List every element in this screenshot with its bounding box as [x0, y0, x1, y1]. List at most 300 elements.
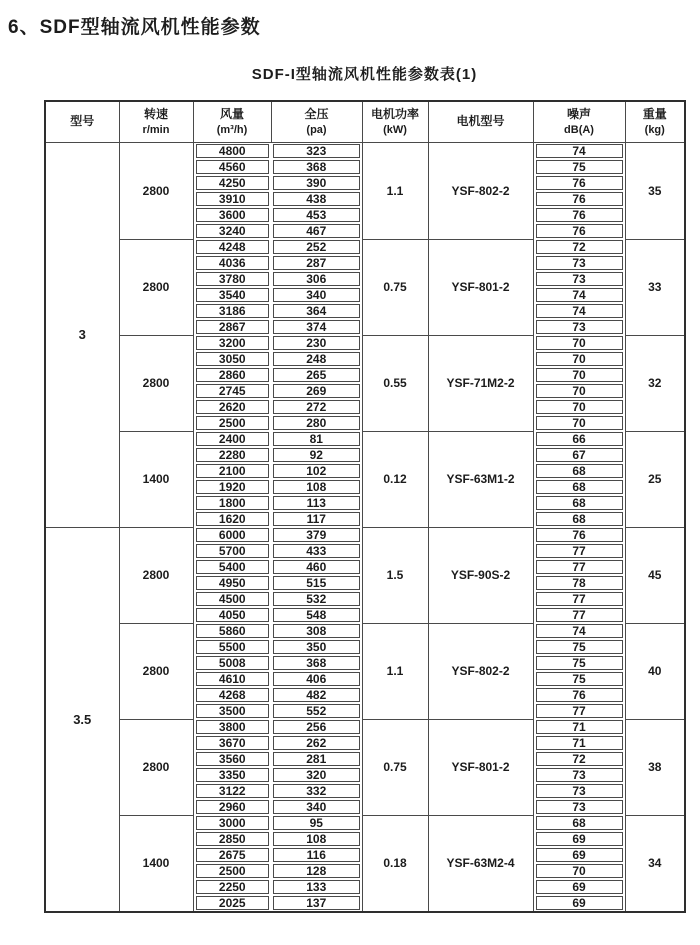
pressure-cell	[271, 815, 362, 831]
noise-cell	[533, 399, 625, 415]
pressure-cell	[271, 639, 362, 655]
noise-cell	[533, 847, 625, 863]
noise-cell-box: 70	[536, 368, 623, 382]
pressure-cell	[271, 719, 362, 735]
flow-cell	[193, 591, 271, 607]
column-header-7: 重量 (kg)	[625, 101, 685, 143]
flow-cell-box: 2867	[196, 320, 270, 334]
flow-cell-box: 2100	[196, 464, 270, 478]
pressure-cell	[271, 543, 362, 559]
noise-cell-box: 76	[536, 176, 623, 190]
speed-cell: 2800	[119, 239, 193, 335]
pressure-cell	[271, 687, 362, 703]
flow-cell	[193, 463, 271, 479]
noise-cell-box: 75	[536, 160, 623, 174]
pressure-cell	[271, 383, 362, 399]
noise-cell-box: 70	[536, 352, 623, 366]
noise-cell	[533, 879, 625, 895]
noise-cell	[533, 895, 625, 912]
pressure-cell	[271, 239, 362, 255]
pressure-cell-box: 453	[273, 208, 360, 222]
flow-cell	[193, 639, 271, 655]
noise-cell	[533, 175, 625, 191]
column-header-2: 风量 (m³/h)	[193, 101, 271, 143]
noise-cell	[533, 239, 625, 255]
noise-cell-box: 75	[536, 640, 623, 654]
flow-cell	[193, 879, 271, 895]
pressure-cell	[271, 655, 362, 671]
noise-cell-box: 69	[536, 832, 623, 846]
flow-cell-box: 3780	[196, 272, 270, 286]
pressure-cell-box: 248	[273, 352, 360, 366]
flow-cell-box: 3670	[196, 736, 270, 750]
pressure-cell-box: 262	[273, 736, 360, 750]
motor-cell: YSF-801-2	[428, 719, 533, 815]
pressure-cell-box: 515	[273, 576, 360, 590]
pressure-cell-box: 230	[273, 336, 360, 350]
flow-cell-box: 5400	[196, 560, 270, 574]
noise-cell	[533, 367, 625, 383]
pressure-cell	[271, 159, 362, 175]
noise-cell	[533, 271, 625, 287]
flow-cell-box: 3910	[196, 192, 270, 206]
noise-cell	[533, 431, 625, 447]
flow-cell-box: 2025	[196, 896, 270, 910]
flow-cell	[193, 143, 271, 160]
noise-cell	[533, 623, 625, 639]
noise-cell-box: 77	[536, 592, 623, 606]
flow-cell-box: 4500	[196, 592, 270, 606]
noise-cell	[533, 287, 625, 303]
noise-cell-box: 77	[536, 544, 623, 558]
pressure-cell	[271, 431, 362, 447]
weight-cell: 34	[625, 815, 685, 912]
flow-cell-box: 1800	[196, 496, 270, 510]
noise-cell-box: 74	[536, 288, 623, 302]
flow-cell	[193, 623, 271, 639]
speed-cell: 1400	[119, 431, 193, 527]
noise-cell-box: 69	[536, 880, 623, 894]
motor-cell: YSF-63M1-2	[428, 431, 533, 527]
pressure-cell-box: 308	[273, 624, 360, 638]
pressure-cell-box: 438	[273, 192, 360, 206]
pressure-cell-box: 133	[273, 880, 360, 894]
flow-cell-box: 4036	[196, 256, 270, 270]
noise-cell	[533, 223, 625, 239]
flow-cell-box: 3540	[196, 288, 270, 302]
noise-cell	[533, 799, 625, 815]
flow-cell	[193, 847, 271, 863]
flow-cell	[193, 543, 271, 559]
pressure-cell-box: 374	[273, 320, 360, 334]
column-header-5: 电机型号	[428, 101, 533, 143]
pressure-cell-box: 256	[273, 720, 360, 734]
power-cell: 0.75	[362, 239, 428, 335]
pressure-cell-box: 137	[273, 896, 360, 910]
flow-cell	[193, 175, 271, 191]
noise-cell-box: 68	[536, 816, 623, 830]
flow-cell-box: 2500	[196, 864, 270, 878]
pressure-cell-box: 340	[273, 800, 360, 814]
noise-cell-box: 70	[536, 336, 623, 350]
weight-cell: 40	[625, 623, 685, 719]
pressure-cell	[271, 527, 362, 543]
noise-cell	[533, 447, 625, 463]
flow-cell	[193, 303, 271, 319]
pressure-cell	[271, 559, 362, 575]
flow-cell-box: 2860	[196, 368, 270, 382]
flow-cell	[193, 191, 271, 207]
pressure-cell-box: 81	[273, 432, 360, 446]
pressure-cell-box: 108	[273, 832, 360, 846]
noise-cell	[533, 415, 625, 431]
flow-cell-box: 3560	[196, 752, 270, 766]
noise-cell	[533, 783, 625, 799]
fan-performance-table	[44, 100, 686, 913]
flow-cell	[193, 447, 271, 463]
noise-cell	[533, 863, 625, 879]
noise-cell	[533, 543, 625, 559]
power-cell: 1.1	[362, 623, 428, 719]
power-cell: 1.1	[362, 143, 428, 240]
noise-cell	[533, 719, 625, 735]
flow-cell-box: 4248	[196, 240, 270, 254]
noise-cell	[533, 671, 625, 687]
flow-cell-box: 3800	[196, 720, 270, 734]
flow-cell-box: 2675	[196, 848, 270, 862]
pressure-cell-box: 102	[273, 464, 360, 478]
motor-cell: YSF-63M2-4	[428, 815, 533, 912]
pressure-cell	[271, 495, 362, 511]
motor-cell: YSF-90S-2	[428, 527, 533, 623]
pressure-cell	[271, 831, 362, 847]
noise-cell-box: 76	[536, 224, 623, 238]
flow-cell	[193, 863, 271, 879]
noise-cell	[533, 303, 625, 319]
column-header-3: 全压 (pa)	[271, 101, 362, 143]
noise-cell	[533, 159, 625, 175]
flow-cell	[193, 703, 271, 719]
pressure-cell	[271, 735, 362, 751]
pressure-cell	[271, 895, 362, 912]
pressure-cell-box: 281	[273, 752, 360, 766]
flow-cell	[193, 287, 271, 303]
pressure-cell	[271, 207, 362, 223]
noise-cell	[533, 639, 625, 655]
flow-cell-box: 3500	[196, 704, 270, 718]
pressure-cell	[271, 175, 362, 191]
flow-cell-box: 4560	[196, 160, 270, 174]
flow-cell	[193, 767, 271, 783]
motor-cell: YSF-802-2	[428, 143, 533, 240]
noise-cell	[533, 335, 625, 351]
noise-cell-box: 71	[536, 720, 623, 734]
noise-cell	[533, 255, 625, 271]
noise-cell	[533, 191, 625, 207]
flow-cell	[193, 671, 271, 687]
flow-cell	[193, 367, 271, 383]
flow-cell-box: 2745	[196, 384, 270, 398]
flow-cell-box: 5500	[196, 640, 270, 654]
flow-cell-box: 2960	[196, 800, 270, 814]
speed-cell: 2800	[119, 527, 193, 623]
noise-cell-box: 73	[536, 320, 623, 334]
motor-cell: YSF-802-2	[428, 623, 533, 719]
pressure-cell-box: 320	[273, 768, 360, 782]
flow-cell-box: 3200	[196, 336, 270, 350]
pressure-cell	[271, 335, 362, 351]
pressure-cell-box: 433	[273, 544, 360, 558]
table-row	[45, 143, 685, 160]
noise-cell-box: 66	[536, 432, 623, 446]
noise-cell	[533, 511, 625, 527]
noise-cell	[533, 815, 625, 831]
noise-cell-box: 76	[536, 192, 623, 206]
noise-cell-box: 76	[536, 528, 623, 542]
pressure-cell-box: 390	[273, 176, 360, 190]
noise-cell-box: 70	[536, 400, 623, 414]
pressure-cell-box: 108	[273, 480, 360, 494]
column-header-4: 电机功率 (kW)	[362, 101, 428, 143]
flow-cell-box: 3186	[196, 304, 270, 318]
pressure-cell	[271, 863, 362, 879]
flow-cell	[193, 511, 271, 527]
noise-cell	[533, 495, 625, 511]
flow-cell-box: 3050	[196, 352, 270, 366]
noise-cell-box: 74	[536, 624, 623, 638]
pressure-cell-box: 532	[273, 592, 360, 606]
weight-cell: 38	[625, 719, 685, 815]
pressure-cell-box: 364	[273, 304, 360, 318]
flow-cell-box: 6000	[196, 528, 270, 542]
page-title: 6、SDF型轴流风机性能参数	[8, 17, 261, 38]
pressure-cell	[271, 415, 362, 431]
noise-cell	[533, 383, 625, 399]
pressure-cell	[271, 511, 362, 527]
pressure-cell	[271, 367, 362, 383]
noise-cell	[533, 655, 625, 671]
pressure-cell-box: 272	[273, 400, 360, 414]
noise-cell	[533, 687, 625, 703]
flow-cell	[193, 223, 271, 239]
noise-cell-box: 68	[536, 464, 623, 478]
noise-cell	[533, 575, 625, 591]
pressure-cell	[271, 767, 362, 783]
column-header-1: 转速 r/min	[119, 101, 193, 143]
table-row	[45, 431, 685, 447]
noise-cell-box: 68	[536, 480, 623, 494]
noise-cell-box: 73	[536, 800, 623, 814]
flow-cell-box: 1620	[196, 512, 270, 526]
flow-cell-box: 3600	[196, 208, 270, 222]
flow-cell-box: 3240	[196, 224, 270, 238]
flow-cell	[193, 895, 271, 912]
flow-cell	[193, 655, 271, 671]
flow-cell	[193, 719, 271, 735]
table-caption: SDF-I型轴流风机性能参数表(1)	[251, 66, 478, 83]
pressure-cell	[271, 703, 362, 719]
pressure-cell-box: 368	[273, 160, 360, 174]
pressure-cell-box: 128	[273, 864, 360, 878]
flow-cell	[193, 687, 271, 703]
power-cell: 0.55	[362, 335, 428, 431]
pressure-cell	[271, 751, 362, 767]
table-header	[45, 101, 685, 143]
pressure-cell-box: 548	[273, 608, 360, 622]
weight-cell: 32	[625, 335, 685, 431]
table-body	[45, 143, 685, 913]
speed-cell: 2800	[119, 335, 193, 431]
noise-cell	[533, 479, 625, 495]
pressure-cell-box: 117	[273, 512, 360, 526]
pressure-cell-box: 323	[273, 144, 360, 158]
speed-cell: 2800	[119, 623, 193, 719]
noise-cell	[533, 591, 625, 607]
noise-cell-box: 76	[536, 208, 623, 222]
pressure-cell-box: 467	[273, 224, 360, 238]
pressure-cell-box: 368	[273, 656, 360, 670]
model-cell: 3	[45, 143, 119, 528]
noise-cell-box: 70	[536, 864, 623, 878]
noise-cell-box: 71	[536, 736, 623, 750]
noise-cell-box: 77	[536, 608, 623, 622]
speed-cell: 1400	[119, 815, 193, 912]
pressure-cell	[271, 143, 362, 160]
flow-cell	[193, 159, 271, 175]
noise-cell-box: 78	[536, 576, 623, 590]
flow-cell-box: 2500	[196, 416, 270, 430]
pressure-cell	[271, 351, 362, 367]
pressure-cell	[271, 799, 362, 815]
weight-cell: 25	[625, 431, 685, 527]
flow-cell-box: 4950	[196, 576, 270, 590]
pressure-cell	[271, 479, 362, 495]
pressure-cell	[271, 623, 362, 639]
pressure-cell-box: 379	[273, 528, 360, 542]
flow-cell-box: 3350	[196, 768, 270, 782]
noise-cell-box: 68	[536, 496, 623, 510]
pressure-cell	[271, 607, 362, 623]
table-row	[45, 239, 685, 255]
flow-cell	[193, 495, 271, 511]
pressure-cell-box: 280	[273, 416, 360, 430]
pressure-cell	[271, 463, 362, 479]
pressure-cell-box: 113	[273, 496, 360, 510]
pressure-cell-box: 287	[273, 256, 360, 270]
noise-cell	[533, 143, 625, 160]
flow-cell-box: 2280	[196, 448, 270, 462]
pressure-cell	[271, 783, 362, 799]
noise-cell	[533, 463, 625, 479]
speed-cell: 2800	[119, 719, 193, 815]
pressure-cell	[271, 591, 362, 607]
power-cell: 0.18	[362, 815, 428, 912]
pressure-cell	[271, 319, 362, 335]
pressure-cell-box: 332	[273, 784, 360, 798]
weight-cell: 45	[625, 527, 685, 623]
pressure-cell-box: 269	[273, 384, 360, 398]
model-cell: 3.5	[45, 527, 119, 912]
table-row	[45, 335, 685, 351]
noise-cell	[533, 735, 625, 751]
pressure-cell-box: 265	[273, 368, 360, 382]
pressure-cell	[271, 303, 362, 319]
flow-cell	[193, 559, 271, 575]
noise-cell	[533, 319, 625, 335]
flow-cell	[193, 815, 271, 831]
pressure-cell-box: 552	[273, 704, 360, 718]
flow-cell-box: 4610	[196, 672, 270, 686]
table-row	[45, 623, 685, 639]
pressure-cell	[271, 271, 362, 287]
pressure-cell	[271, 879, 362, 895]
pressure-cell	[271, 287, 362, 303]
noise-cell	[533, 751, 625, 767]
noise-cell-box: 70	[536, 384, 623, 398]
noise-cell	[533, 607, 625, 623]
pressure-cell-box: 95	[273, 816, 360, 830]
noise-cell-box: 77	[536, 704, 623, 718]
column-header-6: 噪声 dB(A)	[533, 101, 625, 143]
noise-cell-box: 77	[536, 560, 623, 574]
noise-cell-box: 67	[536, 448, 623, 462]
flow-cell	[193, 751, 271, 767]
noise-cell-box: 73	[536, 784, 623, 798]
pressure-cell-box: 252	[273, 240, 360, 254]
flow-cell-box: 3000	[196, 816, 270, 830]
power-cell: 0.12	[362, 431, 428, 527]
flow-cell-box: 2250	[196, 880, 270, 894]
flow-cell	[193, 607, 271, 623]
flow-cell	[193, 527, 271, 543]
table-row	[45, 527, 685, 543]
flow-cell	[193, 335, 271, 351]
noise-cell-box: 68	[536, 512, 623, 526]
noise-cell	[533, 207, 625, 223]
noise-cell-box: 69	[536, 896, 623, 910]
noise-cell	[533, 527, 625, 543]
noise-cell-box: 73	[536, 272, 623, 286]
pressure-cell	[271, 447, 362, 463]
noise-cell	[533, 831, 625, 847]
pressure-cell	[271, 847, 362, 863]
flow-cell-box: 4268	[196, 688, 270, 702]
pressure-cell	[271, 399, 362, 415]
flow-cell	[193, 207, 271, 223]
flow-cell	[193, 431, 271, 447]
flow-cell	[193, 399, 271, 415]
flow-cell	[193, 415, 271, 431]
weight-cell: 33	[625, 239, 685, 335]
flow-cell-box: 5700	[196, 544, 270, 558]
flow-cell	[193, 799, 271, 815]
motor-cell: YSF-71M2-2	[428, 335, 533, 431]
header-row	[45, 101, 685, 143]
noise-cell-box: 74	[536, 304, 623, 318]
flow-cell	[193, 271, 271, 287]
noise-cell-box: 75	[536, 656, 623, 670]
flow-cell-box: 4800	[196, 144, 270, 158]
table-row	[45, 719, 685, 735]
noise-cell-box: 73	[536, 256, 623, 270]
flow-cell	[193, 783, 271, 799]
pressure-cell-box: 350	[273, 640, 360, 654]
column-header-0: 型号	[45, 101, 119, 143]
flow-cell	[193, 575, 271, 591]
noise-cell-box: 72	[536, 752, 623, 766]
noise-cell-box: 73	[536, 768, 623, 782]
flow-cell	[193, 383, 271, 399]
